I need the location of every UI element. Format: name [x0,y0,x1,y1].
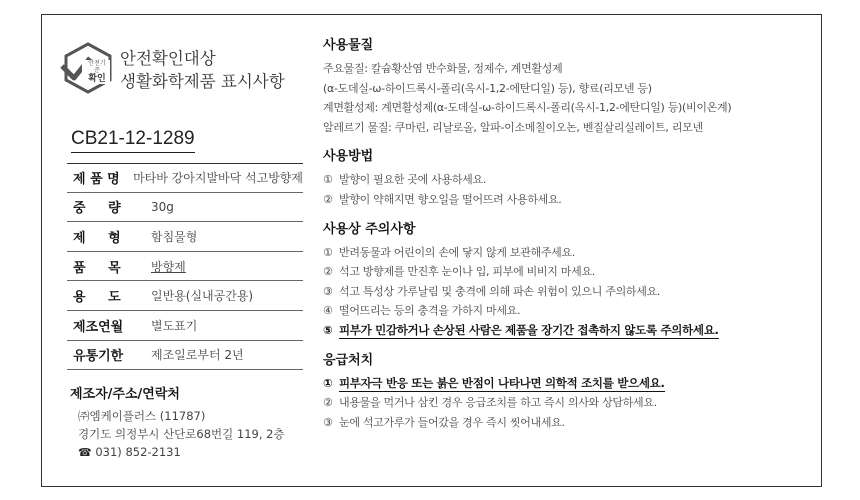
item-number: ① [323,173,333,187]
phone-icon: ☎ [78,446,92,459]
caution-item [323,243,803,263]
item-text: 반려동물과 어린이의 손에 닿지 않게 보관해주세요. [339,245,576,259]
title-line-1: 안전확인대상 [120,49,216,68]
spec-value: 방향제 [151,259,186,274]
spec-key: 품 목 [73,260,121,276]
maker-address: 경기도 의정부시 산단로68번길 119, 2층 [78,427,285,441]
caution-item [323,262,803,282]
usage-item [323,190,803,210]
caution-item [323,282,803,302]
maker-company: ㈜엠케이플러스 (11787) [78,409,206,423]
spec-value: 일반용(실내공간용) [151,289,254,304]
spec-key: 유통기한 [73,349,124,365]
firstaid-item [323,413,803,433]
item-text: 발향이 약해지면 향오일을 떨어뜨려 사용하세요. [339,192,562,206]
spec-key: 제 품 명 [73,172,120,188]
spec-value: 30g [151,199,174,214]
item-text: 떨어뜨리는 등의 충격을 가하지 마세요. [339,304,521,318]
item-text: 발향이 필요한 곳에 사용하세요. [339,173,487,187]
certification-code: CB21-12-1289 [71,128,195,153]
spec-value: 마타바 강아지발바닥 석고방향제 [133,171,303,186]
caution-item-emphasis [323,321,803,341]
spec-row [67,193,303,223]
spec-value: 함침물형 [151,229,198,244]
item-number: ② [323,192,333,206]
logo-label [86,60,108,84]
spec-key: 용 도 [73,290,121,306]
item-number: ⑤ [323,322,333,337]
item-text: 눈에 석고가루가 들어갔을 경우 즉시 씻어내세요. [339,415,565,429]
spec-value: 제조일로부터 2년 [151,348,244,363]
materials-heading: 사용물질 [323,38,374,53]
item-number: ② [323,396,333,410]
item-number: ③ [323,415,333,429]
usage-heading: 사용방법 [323,149,374,165]
maker-info [78,407,285,462]
label-title [120,47,285,93]
caution-item [323,301,803,321]
firstaid-section [323,349,803,433]
materials-line: 주요물질: 칼슘황산염 반수화물, 정제수, 계면활성제 [323,62,563,75]
caution-section [323,218,803,341]
maker-heading: 제조자/주소/연락처 [70,387,180,402]
materials-line: 알레르기 물질: 쿠마린, 리날로올, 알파-이소메칠이오논, 벤질살리실레이트, 리모넨 [323,120,703,134]
item-text: 석고 방향제를 만진후 눈이나 입, 피부에 비비지 마세요. [339,265,595,279]
item-number: ① [323,375,333,390]
firstaid-item-emphasis [323,374,803,394]
spec-row [67,163,303,193]
item-number: ② [323,265,333,279]
spec-row [67,222,303,252]
firstaid-heading: 응급처치 [323,352,374,368]
item-text: 내용물을 먹거나 삼킨 경우 응급조치를 하고 즉시 의사와 상담하세요. [339,396,657,410]
spec-value: 별도표기 [151,318,198,333]
materials-line: (α-도데실-ω-하이드록시-폴리(옥시-1,2-에탄디일) 등), 향료(리모넨 등) [323,81,652,95]
right-column [323,34,803,440]
caution-heading: 사용상 주의사항 [323,221,416,237]
spec-row [67,252,303,282]
item-number: ③ [323,284,333,298]
item-text: 피부가 민감하거나 손상된 사람은 제품을 장기간 접촉하지 않도록 주의하세요. [339,322,719,337]
item-number: ① [323,245,333,259]
materials-section [323,34,803,137]
logo-small-text: 안전기준 [88,60,106,74]
firstaid-item [323,393,803,413]
spec-key: 제 형 [73,230,121,246]
spec-key: 제조연월 [73,319,124,335]
maker-phone-line [78,443,285,462]
maker-phone: 031) 852-2131 [95,445,181,459]
materials-line: 계면활성제: 계면활성제(α-도데실-ω-하이드록시-폴리(옥시-1,2-에탄디일) 등)(비이온계) [323,101,732,115]
logo-big-text: 확인 [88,74,106,84]
item-number: ④ [323,304,333,318]
spec-row [67,281,303,311]
usage-item [323,170,803,190]
spec-row [67,311,303,341]
title-line-2: 생활화학제품 표시사항 [120,72,285,91]
spec-key: 중 량 [73,201,121,217]
spec-table [67,163,303,370]
item-text: 석고 특성상 가루날림 및 충격에 의해 파손 위험이 있으니 주의하세요. [339,284,661,298]
usage-section [323,145,803,209]
item-text: 피부자극 반응 또는 붉은 반점이 나타나면 의학적 조치를 받으세요. [339,375,665,390]
spec-row [67,341,303,371]
